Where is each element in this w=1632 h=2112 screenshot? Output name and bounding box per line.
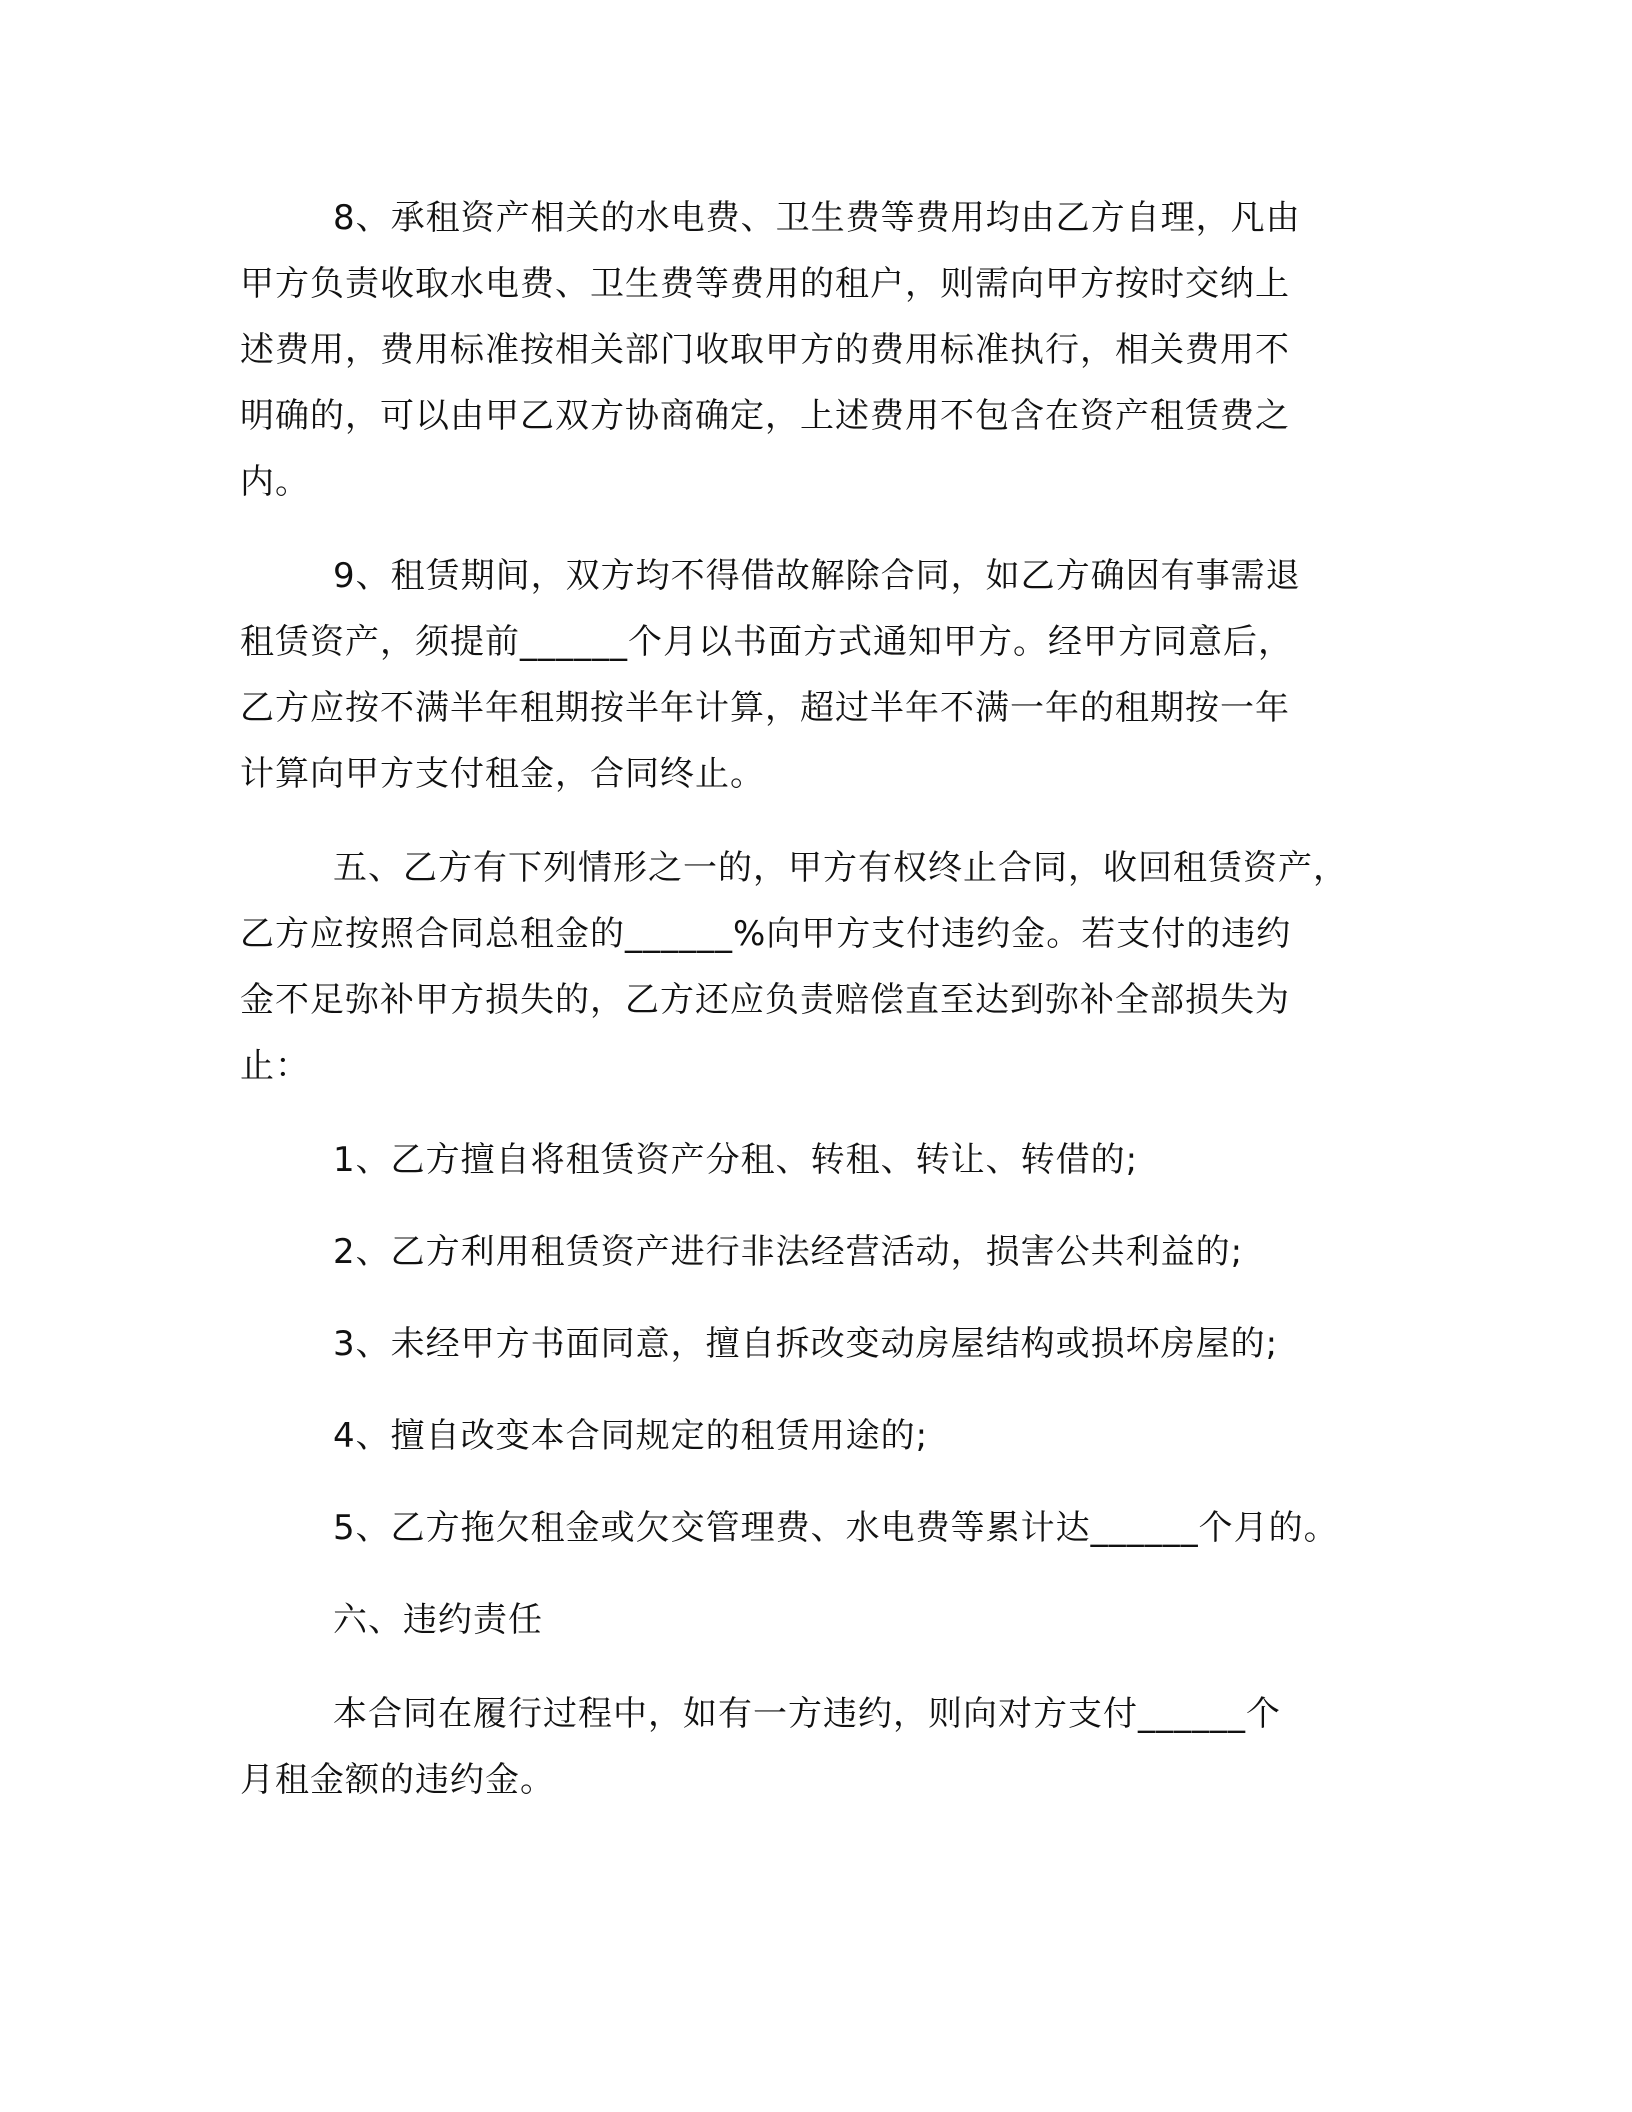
list-item: 3、未经甲方书面同意，擅自拆改变动房屋结构或损坏房屋的; bbox=[333, 1324, 1279, 1364]
paragraph-line: 月租金额的违约金。 bbox=[240, 1760, 555, 1800]
paragraph-line: 止： bbox=[240, 1046, 310, 1086]
section-heading: 六、违约责任 bbox=[333, 1600, 543, 1640]
paragraph-line: 五、乙方有下列情形之一的，甲方有权终止合同，收回租赁资产， bbox=[333, 848, 1348, 888]
paragraph-line: 甲方负责收取水电费、卫生费等费用的租户，则需向甲方按时交纳上 bbox=[240, 264, 1290, 304]
paragraph-line: 计算向甲方支付租金，合同终止。 bbox=[240, 754, 765, 794]
list-item: 5、乙方拖欠租金或欠交管理费、水电费等累计达______个月的。 bbox=[333, 1508, 1339, 1548]
paragraph-line: 述费用，费用标准按相关部门收取甲方的费用标准执行，相关费用不 bbox=[240, 330, 1290, 370]
paragraph-line: 租赁资产，须提前______个月以书面方式通知甲方。经甲方同意后， bbox=[240, 622, 1293, 662]
paragraph-line: 明确的，可以由甲乙双方协商确定，上述费用不包含在资产租赁费之 bbox=[240, 396, 1290, 436]
paragraph-line: 9、租赁期间，双方均不得借故解除合同，如乙方确因有事需退 bbox=[333, 556, 1301, 596]
paragraph-line: 8、承租资产相关的水电费、卫生费等费用均由乙方自理，凡由 bbox=[333, 198, 1301, 238]
list-item: 2、乙方利用租赁资产进行非法经营活动，损害公共利益的; bbox=[333, 1232, 1244, 1272]
list-item: 1、乙方擅自将租赁资产分租、转租、转让、转借的; bbox=[333, 1140, 1139, 1180]
list-item: 4、擅自改变本合同规定的租赁用途的; bbox=[333, 1416, 929, 1456]
paragraph-line: 内。 bbox=[240, 462, 310, 502]
paragraph-line: 本合同在履行过程中，如有一方违约，则向对方支付______个 bbox=[333, 1694, 1281, 1734]
paragraph-line: 乙方应按不满半年租期按半年计算，超过半年不满一年的租期按一年 bbox=[240, 688, 1290, 728]
paragraph-line: 乙方应按照合同总租金的______%向甲方支付违约金。若支付的违约 bbox=[240, 914, 1292, 954]
paragraph-line: 金不足弥补甲方损失的，乙方还应负责赔偿直至达到弥补全部损失为 bbox=[240, 980, 1290, 1020]
